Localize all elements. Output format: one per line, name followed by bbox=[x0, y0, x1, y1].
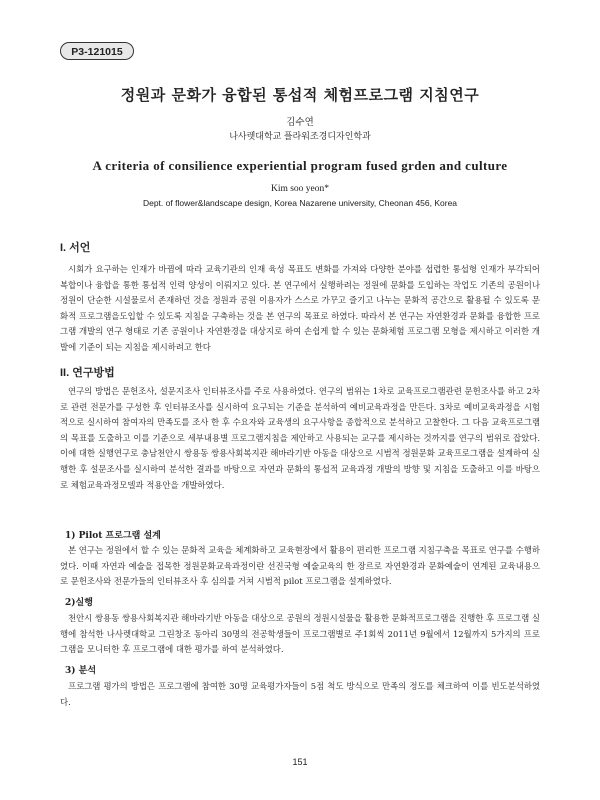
paper-id-badge: P3-121015 bbox=[60, 42, 134, 60]
section-heading-intro: I. 서언 bbox=[60, 242, 91, 254]
affiliation-korean: 나사렛대학교 플라워조경디자인학과 bbox=[229, 131, 371, 141]
methods-paragraph: 연구의 방법은 문헌조사, 설문지조사 인터뷰조사를 주로 사용하였다. 연구의 범위는 1차로 교육프로그램관련 문헌조사를 하고 2차로 관련 전문가를 구성한 후 인터뷰조사를 실시하여 요구되는 기준을 분석하여 예비교육과정을 만든다. 3차로 예비교육과정을 시험적으로 실시하여 참여자의 만족도를 조사 한 후 수요자와 교육생의 요구사항을 종합적으로 분석하고 고찰한다. 그 다음 교육프로그램의 목표를 도출하고 이를 기준으로 세부내용별 프로그램지침을 제안하고 사용되는 교구를 제시하는 것까지를 연구의 범위로 잡았다. 이에 대한 실행연구로 충남천안시 쌍용동 쌍용사회복지관 해바라기반 아동을 대상으로 시범적 정원문화 교육프로그램을 설계하여 실행한 후 설문조사를 실시하여 분석한 결과를 바탕으로 자연과 문화의 통섭적 교육과정 개발의 방향 및 지침을 도출하고 이를 바탕으로 체험교육과정모델과 적용안을 개발하였다. bbox=[60, 386, 540, 490]
title-korean: 정원과 문화가 융합된 통섭적 체험프로그램 지침연구 bbox=[120, 86, 480, 104]
subsection-heading-analysis: 3) 분석 bbox=[65, 666, 97, 676]
execution-paragraph: 천안시 쌍용동 쌍용사회복지관 해바라기반 아동을 대상으로 공원의 정원시설물을 활용한 문화적프로그램을 진행한 후 프로그램 실행에 참석한 나사렛대학교 그린창조 동아리 30명의 전공학생들이 프로그램별로 주1회씩 2011년 9월에서 12월까지 5가지의 프로그램을 모니터한 후 프로그램에 대한 평가를 하여 분석하였다. bbox=[60, 613, 540, 655]
title-english: A criteria of consilience experiential program fused grden and culture bbox=[92, 158, 508, 173]
intro-paragraph: 시회가 요구하는 인재가 바뀜에 따라 교육기관의 인재 육성 목표도 변화를 가져와 다양한 분야를 섭렵한 통섭형 인재가 부각되어 복합이나 융합을 통한 통섭적 인력 양성이 이뤄지고 있다. 본 연구에서 실행하려는 정원에 문화를 도입하는 작업도 기존의 공원이나 정원이 단순한 시설물로서 존재하던 것을 정원과 공원 이용자가 스스로 가꾸고 즐기고 나누는 문화적 공간으로 활용될 수 있도록 문화적 프로그램을도입할 수 있도록 지침을 구축하는 것을 본 연구의 목표로 하였다. 따라서 본 연구는 자연환경과 문화를 융합한 프로그램 개발의 연구 형태로 기존 공원이나 자연환경을 대상지로 하여 손쉽게 할 수 있는 문화체험 프로그램 모형을 제시하고 이러한 개발에 기준이 되는 지침을 제시하려고 한다 bbox=[60, 264, 540, 352]
subsection-heading-execution: 2)실행 bbox=[65, 598, 93, 608]
analysis-paragraph: 프로그램 평가의 방법은 프로그램에 참여한 30명 교육평가자들이 5점 척도 방식으로 만족의 정도를 체크하여 이를 빈도분석하였다. bbox=[60, 681, 540, 707]
author-english: Kim soo yeon* bbox=[270, 184, 330, 194]
pilot-paragraph: 본 연구는 정원에서 할 수 있는 문화적 교육을 체계화하고 교육현장에서 활용이 편리한 프로그램 지침구축을 목표로 연구를 수행하였다. 이때 자연과 예술을 접목한 정원문화교육과정이란 선진국형 예술교육의 한 장르로 자연환경과 문화예술이 연계된 교육내용으로 문헌조사와 전문가들의 인터뷰조사 후 심의를 거쳐 시범적 pilot 프로그램을 설계하였다. bbox=[60, 545, 540, 587]
page-number: 151 bbox=[292, 757, 308, 767]
subsection-heading-pilot: 1) Pilot 프로그램 설계 bbox=[65, 531, 161, 541]
section-heading-methods: II. 연구방법 bbox=[60, 367, 115, 379]
affiliation-english: Dept. of flower&landscape design, Korea Nazarene university, Cheonan 456, Korea bbox=[142, 198, 458, 208]
author-korean: 김수연 bbox=[286, 117, 314, 128]
